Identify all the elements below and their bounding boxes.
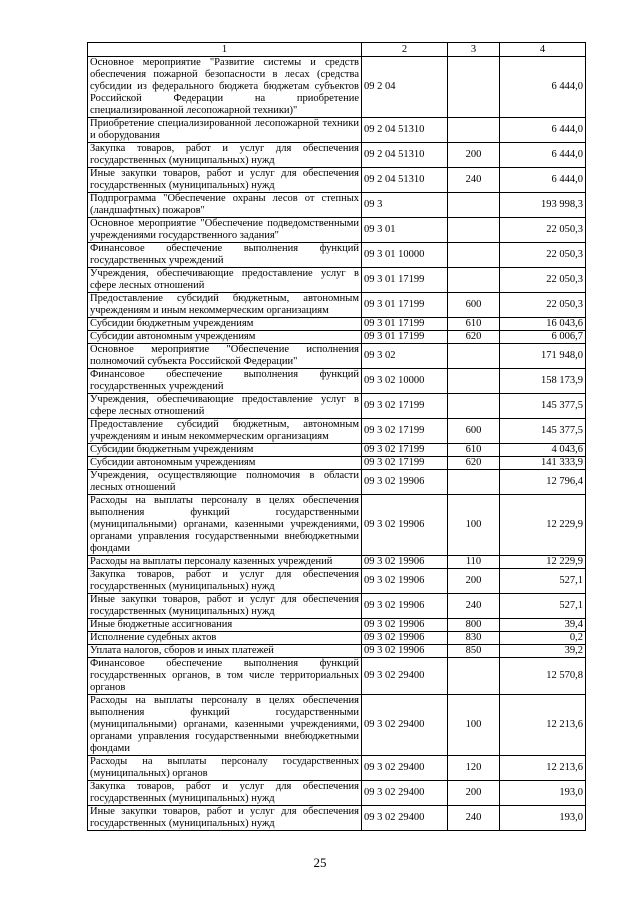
row-code-cell: 09 3 02 19906 <box>362 645 448 658</box>
table-row <box>88 806 586 831</box>
row-code-cell: 09 3 01 10000 <box>362 243 448 268</box>
table-body <box>88 57 586 831</box>
row-code-cell: 09 3 02 19906 <box>362 556 448 569</box>
row-amount-cell: 22 050,3 <box>500 268 586 293</box>
table-row <box>88 695 586 756</box>
row-name-cell: Финансовое обеспечение выполнения функций государственных учреждений <box>88 369 362 394</box>
row-code-cell: 09 3 02 19906 <box>362 594 448 619</box>
row-amount-cell: 12 570,8 <box>500 658 586 695</box>
row-code-cell: 09 3 <box>362 193 448 218</box>
budget-table <box>87 42 586 831</box>
row-amount-cell: 0,2 <box>500 632 586 645</box>
row-name-cell: Закупка товаров, работ и услуг для обеспечения государственных (муниципальных) нужд <box>88 143 362 168</box>
row-amount-cell: 39,4 <box>500 619 586 632</box>
row-type-cell: 600 <box>448 419 500 444</box>
row-code-cell: 09 2 04 51310 <box>362 168 448 193</box>
row-type-cell: 800 <box>448 619 500 632</box>
row-amount-cell: 22 050,3 <box>500 218 586 243</box>
row-amount-cell: 16 043,6 <box>500 318 586 331</box>
table-row <box>88 781 586 806</box>
row-code-cell: 09 3 02 29400 <box>362 658 448 695</box>
row-name-cell: Субсидии бюджетным учреждениям <box>88 444 362 457</box>
row-amount-cell: 171 948,0 <box>500 344 586 369</box>
row-type-cell: 830 <box>448 632 500 645</box>
row-type-cell <box>448 470 500 495</box>
row-type-cell: 100 <box>448 695 500 756</box>
row-name-cell: Предоставление субсидий бюджетным, автономным учреждениям и иным некоммерческим организациям <box>88 419 362 444</box>
row-name-cell: Учреждения, обеспечивающие предоставление услуг в сфере лесных отношений <box>88 394 362 419</box>
row-amount-cell: 193 998,3 <box>500 193 586 218</box>
row-type-cell: 620 <box>448 331 500 344</box>
table-row <box>88 268 586 293</box>
row-amount-cell: 12 213,6 <box>500 756 586 781</box>
row-type-cell: 200 <box>448 143 500 168</box>
row-code-cell: 09 3 02 29400 <box>362 756 448 781</box>
row-amount-cell: 145 377,5 <box>500 419 586 444</box>
row-name-cell: Учреждения, осуществляющие полномочия в области лесных отношений <box>88 470 362 495</box>
row-amount-cell: 145 377,5 <box>500 394 586 419</box>
row-amount-cell: 39,2 <box>500 645 586 658</box>
row-amount-cell: 22 050,3 <box>500 243 586 268</box>
table-row <box>88 318 586 331</box>
table-row <box>88 394 586 419</box>
row-name-cell: Субсидии автономным учреждениям <box>88 457 362 470</box>
table-row <box>88 645 586 658</box>
header-col-4: 4 <box>500 43 586 57</box>
row-code-cell: 09 3 02 19906 <box>362 470 448 495</box>
row-amount-cell: 6 444,0 <box>500 57 586 118</box>
row-amount-cell: 6 444,0 <box>500 143 586 168</box>
row-name-cell: Учреждения, обеспечивающие предоставление услуг в сфере лесных отношений <box>88 268 362 293</box>
table-row <box>88 444 586 457</box>
row-name-cell: Расходы на выплаты персоналу казенных учреждений <box>88 556 362 569</box>
row-code-cell: 09 3 02 19906 <box>362 632 448 645</box>
table-row <box>88 331 586 344</box>
table-row <box>88 218 586 243</box>
row-type-cell: 600 <box>448 293 500 318</box>
row-type-cell: 100 <box>448 495 500 556</box>
row-code-cell: 09 3 02 19906 <box>362 569 448 594</box>
row-code-cell: 09 3 02 19906 <box>362 619 448 632</box>
row-amount-cell: 12 213,6 <box>500 695 586 756</box>
row-name-cell: Исполнение судебных актов <box>88 632 362 645</box>
row-amount-cell: 193,0 <box>500 781 586 806</box>
row-type-cell <box>448 57 500 118</box>
row-amount-cell: 6 006,7 <box>500 331 586 344</box>
row-type-cell: 200 <box>448 781 500 806</box>
row-code-cell: 09 2 04 51310 <box>362 118 448 143</box>
row-code-cell: 09 3 01 <box>362 218 448 243</box>
row-code-cell: 09 3 02 29400 <box>362 806 448 831</box>
row-code-cell: 09 3 02 10000 <box>362 369 448 394</box>
header-col-1: 1 <box>88 43 362 57</box>
row-type-cell <box>448 268 500 293</box>
table-row <box>88 243 586 268</box>
row-name-cell: Приобретение специализированной лесопожарной техники и оборудования <box>88 118 362 143</box>
row-code-cell: 09 3 01 17199 <box>362 318 448 331</box>
row-type-cell <box>448 658 500 695</box>
row-name-cell: Основное мероприятие "Обеспечение исполнения полномочий субъекта Российской Федерации" <box>88 344 362 369</box>
row-amount-cell: 158 173,9 <box>500 369 586 394</box>
table-row <box>88 569 586 594</box>
row-type-cell: 850 <box>448 645 500 658</box>
row-name-cell: Предоставление субсидий бюджетным, автономным учреждениям и иным некоммерческим организациям <box>88 293 362 318</box>
table-row <box>88 118 586 143</box>
header-col-3: 3 <box>448 43 500 57</box>
table-row <box>88 594 586 619</box>
row-type-cell: 110 <box>448 556 500 569</box>
table-row <box>88 756 586 781</box>
row-type-cell <box>448 369 500 394</box>
row-amount-cell: 12 796,4 <box>500 470 586 495</box>
table-row <box>88 457 586 470</box>
row-code-cell: 09 3 02 17199 <box>362 444 448 457</box>
header-col-2: 2 <box>362 43 448 57</box>
row-code-cell: 09 3 02 <box>362 344 448 369</box>
row-type-cell: 240 <box>448 806 500 831</box>
row-name-cell: Расходы на выплаты персоналу государственных (муниципальных) органов <box>88 756 362 781</box>
row-amount-cell: 527,1 <box>500 569 586 594</box>
row-amount-cell: 527,1 <box>500 594 586 619</box>
row-code-cell: 09 2 04 <box>362 57 448 118</box>
row-amount-cell: 22 050,3 <box>500 293 586 318</box>
table-row <box>88 495 586 556</box>
row-type-cell: 610 <box>448 318 500 331</box>
row-code-cell: 09 3 02 17199 <box>362 394 448 419</box>
row-type-cell: 240 <box>448 594 500 619</box>
table-header-row <box>88 43 586 57</box>
row-type-cell <box>448 394 500 419</box>
table-row <box>88 143 586 168</box>
row-amount-cell: 12 229,9 <box>500 495 586 556</box>
row-name-cell: Уплата налогов, сборов и иных платежей <box>88 645 362 658</box>
row-name-cell: Закупка товаров, работ и услуг для обеспечения государственных (муниципальных) нужд <box>88 781 362 806</box>
table-row <box>88 293 586 318</box>
row-name-cell: Основное мероприятие "Обеспечение подведомственными учреждениями государственного задания" <box>88 218 362 243</box>
row-type-cell <box>448 218 500 243</box>
row-type-cell: 620 <box>448 457 500 470</box>
table-row <box>88 344 586 369</box>
row-name-cell: Иные бюджетные ассигнования <box>88 619 362 632</box>
row-type-cell <box>448 243 500 268</box>
row-code-cell: 09 3 01 17199 <box>362 331 448 344</box>
row-type-cell <box>448 344 500 369</box>
row-name-cell: Иные закупки товаров, работ и услуг для обеспечения государственных (муниципальных) нужд <box>88 806 362 831</box>
row-name-cell: Финансовое обеспечение выполнения функций государственных органов, в том числе территориальных органов <box>88 658 362 695</box>
row-amount-cell: 193,0 <box>500 806 586 831</box>
page-number: 25 <box>313 855 327 870</box>
row-code-cell: 09 3 02 17199 <box>362 419 448 444</box>
table-row <box>88 632 586 645</box>
row-amount-cell: 6 444,0 <box>500 118 586 143</box>
row-type-cell <box>448 118 500 143</box>
table-row <box>88 168 586 193</box>
row-code-cell: 09 3 02 19906 <box>362 495 448 556</box>
row-name-cell: Основное мероприятие "Развитие системы и средств обеспечения пожарной безопасности в лесах (средства субсидии из федерального бюджета бюджетам субъектов Российской Федерации на приобретение специализированной лесопожарной техники)" <box>88 57 362 118</box>
row-code-cell: 09 3 01 17199 <box>362 268 448 293</box>
row-name-cell: Субсидии бюджетным учреждениям <box>88 318 362 331</box>
row-code-cell: 09 2 04 51310 <box>362 143 448 168</box>
table-row <box>88 419 586 444</box>
row-amount-cell: 4 043,6 <box>500 444 586 457</box>
table-row <box>88 658 586 695</box>
table-row <box>88 619 586 632</box>
row-type-cell: 200 <box>448 569 500 594</box>
table-row <box>88 369 586 394</box>
table-row <box>88 57 586 118</box>
table-row <box>88 470 586 495</box>
row-type-cell: 240 <box>448 168 500 193</box>
row-code-cell: 09 3 01 17199 <box>362 293 448 318</box>
row-name-cell: Подпрограмма "Обеспечение охраны лесов от степных (ландшафтных) пожаров" <box>88 193 362 218</box>
row-type-cell: 120 <box>448 756 500 781</box>
table-row <box>88 193 586 218</box>
row-name-cell: Субсидии автономным учреждениям <box>88 331 362 344</box>
row-name-cell: Иные закупки товаров, работ и услуг для обеспечения государственных (муниципальных) нужд <box>88 594 362 619</box>
row-code-cell: 09 3 02 17199 <box>362 457 448 470</box>
row-type-cell <box>448 193 500 218</box>
row-name-cell: Закупка товаров, работ и услуг для обеспечения государственных (муниципальных) нужд <box>88 569 362 594</box>
row-name-cell: Расходы на выплаты персоналу в целях обеспечения выполнения функций государственными (муниципальными) органами, казенными учреждениями, органами управления государственными внебюджетными фондами <box>88 695 362 756</box>
row-code-cell: 09 3 02 29400 <box>362 695 448 756</box>
row-amount-cell: 6 444,0 <box>500 168 586 193</box>
table-row <box>88 556 586 569</box>
row-amount-cell: 12 229,9 <box>500 556 586 569</box>
row-name-cell: Иные закупки товаров, работ и услуг для обеспечения государственных (муниципальных) нужд <box>88 168 362 193</box>
row-type-cell: 610 <box>448 444 500 457</box>
row-name-cell: Расходы на выплаты персоналу в целях обеспечения выполнения функций государственными (муниципальными) органами, казенными учреждениями, органами управления государственными внебюджетными фондами <box>88 495 362 556</box>
row-amount-cell: 141 333,9 <box>500 457 586 470</box>
row-code-cell: 09 3 02 29400 <box>362 781 448 806</box>
row-name-cell: Финансовое обеспечение выполнения функций государственных учреждений <box>88 243 362 268</box>
